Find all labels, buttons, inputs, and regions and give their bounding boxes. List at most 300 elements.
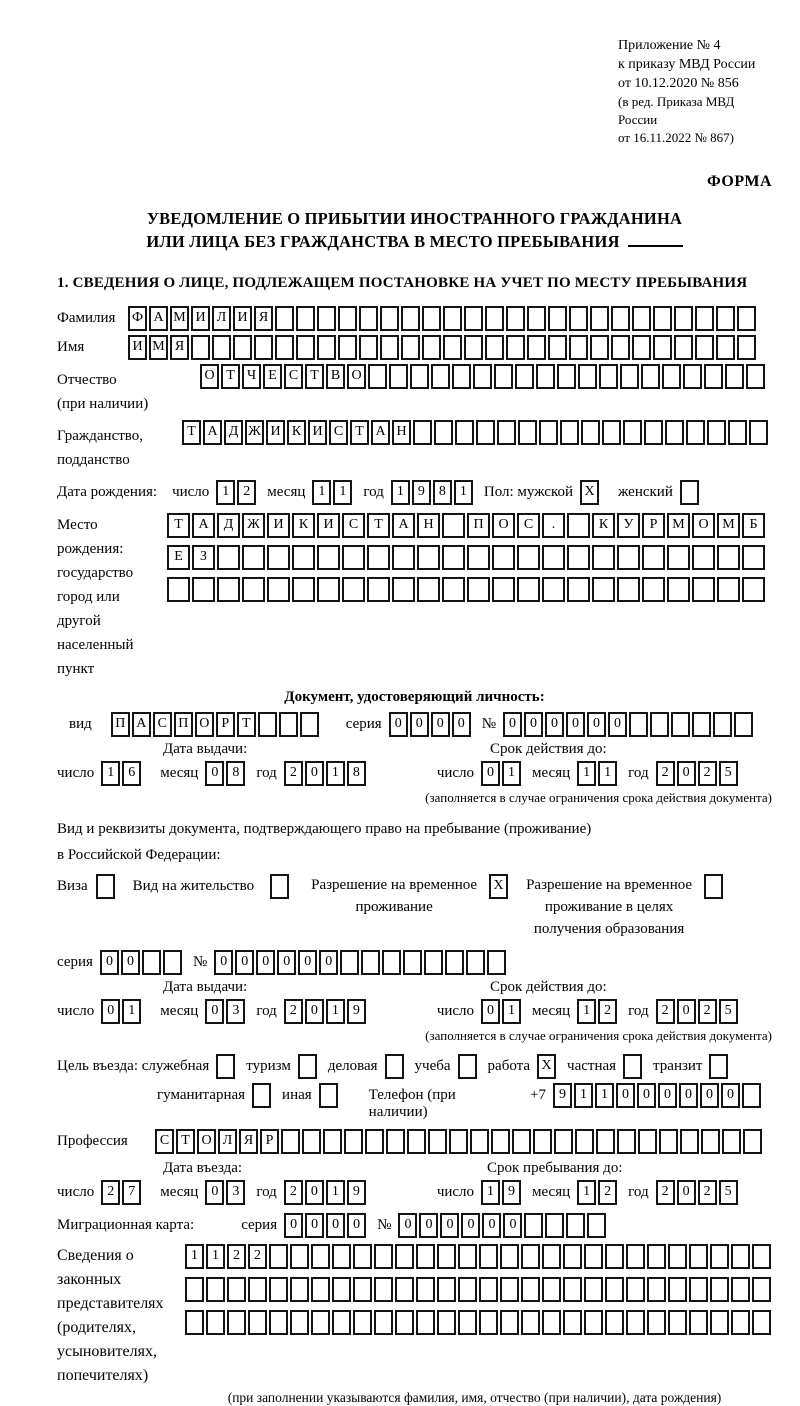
form-cell[interactable]: [592, 545, 615, 570]
form-cell[interactable]: 0: [677, 1180, 696, 1205]
form-cell[interactable]: [296, 306, 315, 331]
form-cell[interactable]: И: [308, 420, 327, 445]
form-cell[interactable]: [185, 1277, 204, 1302]
form-cell[interactable]: [323, 1129, 342, 1154]
form-cell[interactable]: 2: [656, 761, 675, 786]
form-cell[interactable]: 0: [305, 1180, 324, 1205]
form-cell[interactable]: 0: [326, 1213, 345, 1238]
form-cell[interactable]: [632, 306, 651, 331]
form-cell[interactable]: И: [267, 513, 290, 538]
form-cell[interactable]: [296, 335, 315, 360]
form-cell[interactable]: Д: [217, 513, 240, 538]
form-cell[interactable]: А: [149, 306, 168, 331]
form-cell[interactable]: [567, 577, 590, 602]
form-cell[interactable]: А: [192, 513, 215, 538]
form-cell[interactable]: 0: [100, 950, 119, 975]
form-cell[interactable]: [290, 1310, 309, 1335]
form-cell[interactable]: [734, 712, 753, 737]
form-cell[interactable]: 2: [656, 999, 675, 1024]
form-cell[interactable]: 7: [122, 1180, 141, 1205]
form-cell[interactable]: З: [192, 545, 215, 570]
form-cell[interactable]: 0: [482, 1213, 501, 1238]
form-cell[interactable]: 0: [419, 1213, 438, 1238]
form-cell[interactable]: [300, 712, 319, 737]
form-cell[interactable]: [479, 1244, 498, 1269]
form-cell[interactable]: 0: [256, 950, 275, 975]
form-cell[interactable]: [692, 577, 715, 602]
form-cell[interactable]: [227, 1310, 246, 1335]
form-cell[interactable]: 2: [101, 1180, 120, 1205]
form-cell[interactable]: [692, 712, 711, 737]
form-cell[interactable]: [437, 1277, 456, 1302]
form-cell[interactable]: 0: [305, 999, 324, 1024]
form-cell[interactable]: Ч: [242, 364, 261, 389]
form-cell[interactable]: 1: [206, 1244, 225, 1269]
form-cell[interactable]: [338, 306, 357, 331]
form-cell[interactable]: 2: [598, 1180, 617, 1205]
form-cell[interactable]: [542, 1277, 561, 1302]
form-cell[interactable]: [521, 1244, 540, 1269]
form-cell[interactable]: 0: [677, 761, 696, 786]
form-cell[interactable]: [626, 1244, 645, 1269]
form-cell[interactable]: [671, 712, 690, 737]
form-cell[interactable]: [431, 364, 450, 389]
form-cell[interactable]: [716, 335, 735, 360]
form-cell[interactable]: Д: [224, 420, 243, 445]
form-cell[interactable]: [401, 335, 420, 360]
form-cell[interactable]: М: [667, 513, 690, 538]
form-cell[interactable]: Е: [167, 545, 190, 570]
form-cell[interactable]: [332, 1277, 351, 1302]
form-cell[interactable]: 1: [185, 1244, 204, 1269]
form-cell[interactable]: Е: [263, 364, 282, 389]
form-cell[interactable]: [686, 420, 705, 445]
form-cell[interactable]: [548, 335, 567, 360]
form-cell[interactable]: [742, 577, 765, 602]
form-cell[interactable]: [560, 420, 579, 445]
form-cell[interactable]: [395, 1277, 414, 1302]
form-cell[interactable]: 5: [719, 761, 738, 786]
form-cell[interactable]: [722, 1129, 741, 1154]
form-cell[interactable]: 0: [481, 999, 500, 1024]
form-cell[interactable]: [743, 1129, 762, 1154]
form-cell[interactable]: [515, 364, 534, 389]
form-cell[interactable]: [458, 1054, 477, 1079]
form-cell[interactable]: [374, 1310, 393, 1335]
form-cell[interactable]: [216, 1054, 235, 1079]
form-cell[interactable]: [644, 420, 663, 445]
form-cell[interactable]: Ж: [245, 420, 264, 445]
form-cell[interactable]: [464, 306, 483, 331]
form-cell[interactable]: [746, 364, 765, 389]
form-cell[interactable]: [361, 950, 380, 975]
form-cell[interactable]: [192, 577, 215, 602]
form-cell[interactable]: В: [326, 364, 345, 389]
form-cell[interactable]: [689, 1277, 708, 1302]
form-cell[interactable]: [185, 1310, 204, 1335]
form-cell[interactable]: 0: [305, 1213, 324, 1238]
form-cell[interactable]: 8: [226, 761, 245, 786]
form-cell[interactable]: 0: [214, 950, 233, 975]
form-cell[interactable]: [443, 335, 462, 360]
form-cell[interactable]: [536, 364, 555, 389]
form-cell[interactable]: 0: [305, 761, 324, 786]
form-cell[interactable]: [617, 577, 640, 602]
form-cell[interactable]: [602, 420, 621, 445]
form-cell[interactable]: [242, 545, 265, 570]
form-cell[interactable]: [191, 335, 210, 360]
form-cell[interactable]: К: [287, 420, 306, 445]
form-cell[interactable]: [617, 1129, 636, 1154]
form-cell[interactable]: [659, 1129, 678, 1154]
form-cell[interactable]: [292, 545, 315, 570]
form-cell[interactable]: О: [197, 1129, 216, 1154]
form-cell[interactable]: [413, 420, 432, 445]
form-cell[interactable]: А: [371, 420, 390, 445]
form-cell[interactable]: [311, 1244, 330, 1269]
form-cell[interactable]: 1: [333, 480, 352, 505]
form-cell[interactable]: Л: [218, 1129, 237, 1154]
form-cell[interactable]: [578, 364, 597, 389]
form-cell[interactable]: [500, 1310, 519, 1335]
form-cell[interactable]: [668, 1310, 687, 1335]
form-cell[interactable]: [548, 306, 567, 331]
form-cell[interactable]: [533, 1129, 552, 1154]
form-cell[interactable]: 1: [326, 999, 345, 1024]
form-cell[interactable]: [500, 1244, 519, 1269]
form-cell[interactable]: [554, 1129, 573, 1154]
form-cell[interactable]: [422, 306, 441, 331]
form-cell[interactable]: [527, 306, 546, 331]
form-cell[interactable]: М: [717, 513, 740, 538]
form-cell[interactable]: 0: [121, 950, 140, 975]
form-cell[interactable]: [527, 335, 546, 360]
form-cell[interactable]: [338, 335, 357, 360]
form-cell[interactable]: 1: [502, 999, 521, 1024]
form-cell[interactable]: [466, 950, 485, 975]
form-cell[interactable]: [458, 1277, 477, 1302]
form-cell[interactable]: [566, 1213, 585, 1238]
form-cell[interactable]: [344, 1129, 363, 1154]
form-cell[interactable]: [642, 577, 665, 602]
form-cell[interactable]: [674, 335, 693, 360]
form-cell[interactable]: 0: [431, 712, 450, 737]
form-cell[interactable]: [653, 306, 672, 331]
form-cell[interactable]: [485, 335, 504, 360]
form-cell[interactable]: [506, 306, 525, 331]
form-cell[interactable]: Н: [392, 420, 411, 445]
form-cell[interactable]: 1: [595, 1083, 614, 1108]
form-cell[interactable]: О: [195, 712, 214, 737]
form-cell[interactable]: [563, 1277, 582, 1302]
form-cell[interactable]: [623, 420, 642, 445]
form-cell[interactable]: К: [592, 513, 615, 538]
form-cell[interactable]: [563, 1244, 582, 1269]
form-cell[interactable]: [407, 1129, 426, 1154]
form-cell[interactable]: 2: [284, 1180, 303, 1205]
form-cell[interactable]: 1: [326, 761, 345, 786]
form-cell[interactable]: [611, 306, 630, 331]
form-cell[interactable]: [279, 712, 298, 737]
form-cell[interactable]: [542, 545, 565, 570]
form-cell[interactable]: [374, 1277, 393, 1302]
form-cell[interactable]: К: [292, 513, 315, 538]
form-cell[interactable]: [445, 950, 464, 975]
form-cell[interactable]: [647, 1277, 666, 1302]
form-cell[interactable]: [317, 577, 340, 602]
form-cell[interactable]: А: [132, 712, 151, 737]
form-cell[interactable]: 1: [216, 480, 235, 505]
form-cell[interactable]: Я: [254, 306, 273, 331]
form-cell[interactable]: 3: [226, 999, 245, 1024]
form-cell[interactable]: [542, 577, 565, 602]
form-cell[interactable]: [695, 306, 714, 331]
form-cell[interactable]: [258, 712, 277, 737]
form-cell[interactable]: [437, 1244, 456, 1269]
form-cell[interactable]: 1: [502, 761, 521, 786]
form-cell[interactable]: Я: [239, 1129, 258, 1154]
form-cell[interactable]: [569, 335, 588, 360]
form-cell[interactable]: 0: [235, 950, 254, 975]
form-cell[interactable]: [467, 545, 490, 570]
form-cell[interactable]: [467, 577, 490, 602]
form-cell[interactable]: [521, 1277, 540, 1302]
form-cell[interactable]: 1: [312, 480, 331, 505]
form-cell[interactable]: О: [692, 513, 715, 538]
form-cell[interactable]: [542, 1310, 561, 1335]
form-cell[interactable]: [650, 712, 669, 737]
form-cell[interactable]: 0: [440, 1213, 459, 1238]
form-cell[interactable]: Т: [367, 513, 390, 538]
form-cell[interactable]: Р: [260, 1129, 279, 1154]
form-cell[interactable]: С: [517, 513, 540, 538]
form-cell[interactable]: [416, 1277, 435, 1302]
form-cell[interactable]: [485, 306, 504, 331]
form-cell[interactable]: [717, 545, 740, 570]
form-cell[interactable]: 2: [698, 1180, 717, 1205]
form-cell[interactable]: [581, 420, 600, 445]
form-cell[interactable]: [638, 1129, 657, 1154]
form-cell[interactable]: [374, 1244, 393, 1269]
form-cell[interactable]: П: [111, 712, 130, 737]
form-cell[interactable]: Ж: [242, 513, 265, 538]
form-cell[interactable]: 0: [389, 712, 408, 737]
form-cell[interactable]: И: [128, 335, 147, 360]
form-cell[interactable]: [749, 420, 768, 445]
form-cell[interactable]: [275, 306, 294, 331]
form-cell[interactable]: [380, 306, 399, 331]
form-cell[interactable]: [731, 1310, 750, 1335]
form-cell[interactable]: [458, 1310, 477, 1335]
form-cell[interactable]: [206, 1277, 225, 1302]
form-cell[interactable]: А: [392, 513, 415, 538]
form-cell[interactable]: [437, 1310, 456, 1335]
form-cell[interactable]: Ф: [128, 306, 147, 331]
form-cell[interactable]: [443, 306, 462, 331]
form-cell[interactable]: [290, 1244, 309, 1269]
form-cell[interactable]: Н: [417, 513, 440, 538]
form-cell[interactable]: [332, 1310, 351, 1335]
form-cell[interactable]: [641, 364, 660, 389]
form-cell[interactable]: [692, 545, 715, 570]
form-cell[interactable]: [596, 1129, 615, 1154]
form-cell[interactable]: [422, 335, 441, 360]
form-cell[interactable]: П: [174, 712, 193, 737]
form-cell[interactable]: [742, 545, 765, 570]
form-cell[interactable]: [267, 577, 290, 602]
form-cell[interactable]: 9: [412, 480, 431, 505]
form-cell[interactable]: [233, 335, 252, 360]
form-cell[interactable]: [392, 577, 415, 602]
form-cell[interactable]: [281, 1129, 300, 1154]
form-cell[interactable]: [386, 1129, 405, 1154]
form-cell[interactable]: [662, 364, 681, 389]
form-cell[interactable]: Р: [642, 513, 665, 538]
form-cell[interactable]: [389, 364, 408, 389]
form-cell[interactable]: [512, 1129, 531, 1154]
form-cell[interactable]: [569, 306, 588, 331]
form-cell[interactable]: [524, 1213, 543, 1238]
form-cell[interactable]: 1: [577, 1180, 596, 1205]
form-cell[interactable]: [252, 1083, 271, 1108]
form-cell[interactable]: 0: [503, 712, 522, 737]
form-cell[interactable]: 1: [481, 1180, 500, 1205]
form-cell[interactable]: Т: [167, 513, 190, 538]
form-cell[interactable]: 9: [553, 1083, 572, 1108]
form-cell[interactable]: [442, 577, 465, 602]
form-cell[interactable]: 1: [577, 999, 596, 1024]
form-cell[interactable]: [497, 420, 516, 445]
form-cell[interactable]: 1: [574, 1083, 593, 1108]
form-cell[interactable]: [605, 1277, 624, 1302]
form-cell[interactable]: [167, 577, 190, 602]
form-cell[interactable]: 6: [122, 761, 141, 786]
form-cell[interactable]: 0: [503, 1213, 522, 1238]
form-cell[interactable]: [742, 1083, 761, 1108]
form-cell[interactable]: [752, 1310, 771, 1335]
form-cell[interactable]: 8: [347, 761, 366, 786]
form-cell[interactable]: 0: [461, 1213, 480, 1238]
form-cell[interactable]: [392, 545, 415, 570]
form-cell[interactable]: [731, 1244, 750, 1269]
form-cell[interactable]: 0: [677, 999, 696, 1024]
form-cell[interactable]: Т: [176, 1129, 195, 1154]
form-cell[interactable]: [728, 420, 747, 445]
form-cell[interactable]: 2: [227, 1244, 246, 1269]
form-cell[interactable]: [479, 1310, 498, 1335]
form-cell[interactable]: Т: [237, 712, 256, 737]
form-cell[interactable]: [731, 1277, 750, 1302]
form-cell[interactable]: X: [580, 480, 599, 505]
form-cell[interactable]: [709, 1054, 728, 1079]
form-cell[interactable]: [464, 335, 483, 360]
form-cell[interactable]: П: [467, 513, 490, 538]
form-cell[interactable]: [517, 545, 540, 570]
form-cell[interactable]: [680, 480, 699, 505]
form-cell[interactable]: [710, 1310, 729, 1335]
form-cell[interactable]: [382, 950, 401, 975]
form-cell[interactable]: [492, 545, 515, 570]
form-cell[interactable]: [248, 1310, 267, 1335]
form-cell[interactable]: [96, 874, 115, 899]
form-cell[interactable]: Т: [221, 364, 240, 389]
form-cell[interactable]: [605, 1244, 624, 1269]
form-cell[interactable]: 0: [658, 1083, 677, 1108]
form-cell[interactable]: [359, 335, 378, 360]
form-cell[interactable]: [367, 545, 390, 570]
form-cell[interactable]: [701, 1129, 720, 1154]
form-cell[interactable]: [632, 335, 651, 360]
form-cell[interactable]: [269, 1244, 288, 1269]
form-cell[interactable]: [521, 1310, 540, 1335]
form-cell[interactable]: 0: [608, 712, 627, 737]
form-cell[interactable]: С: [155, 1129, 174, 1154]
form-cell[interactable]: 0: [524, 712, 543, 737]
form-cell[interactable]: 0: [566, 712, 585, 737]
form-cell[interactable]: 0: [481, 761, 500, 786]
form-cell[interactable]: [434, 420, 453, 445]
form-cell[interactable]: [290, 1277, 309, 1302]
form-cell[interactable]: [539, 420, 558, 445]
form-cell[interactable]: [611, 335, 630, 360]
form-cell[interactable]: [584, 1244, 603, 1269]
form-cell[interactable]: [410, 364, 429, 389]
form-cell[interactable]: [587, 1213, 606, 1238]
form-cell[interactable]: 0: [319, 950, 338, 975]
form-cell[interactable]: [302, 1129, 321, 1154]
form-cell[interactable]: 0: [205, 1180, 224, 1205]
form-cell[interactable]: [298, 1054, 317, 1079]
form-cell[interactable]: [557, 364, 576, 389]
form-cell[interactable]: 1: [454, 480, 473, 505]
form-cell[interactable]: 2: [598, 999, 617, 1024]
form-cell[interactable]: 2: [284, 761, 303, 786]
form-cell[interactable]: [710, 1277, 729, 1302]
form-cell[interactable]: У: [617, 513, 640, 538]
form-cell[interactable]: [353, 1244, 372, 1269]
form-cell[interactable]: [368, 364, 387, 389]
form-cell[interactable]: [683, 364, 702, 389]
form-cell[interactable]: 1: [101, 761, 120, 786]
form-cell[interactable]: X: [489, 874, 508, 899]
form-cell[interactable]: [458, 1244, 477, 1269]
form-cell[interactable]: [455, 420, 474, 445]
form-cell[interactable]: 2: [248, 1244, 267, 1269]
form-cell[interactable]: О: [347, 364, 366, 389]
form-cell[interactable]: 2: [698, 999, 717, 1024]
form-cell[interactable]: С: [329, 420, 348, 445]
form-cell[interactable]: [717, 577, 740, 602]
form-cell[interactable]: [269, 1277, 288, 1302]
form-cell[interactable]: 2: [284, 999, 303, 1024]
form-cell[interactable]: [417, 545, 440, 570]
form-cell[interactable]: [629, 712, 648, 737]
form-cell[interactable]: М: [170, 306, 189, 331]
form-cell[interactable]: [380, 335, 399, 360]
form-cell[interactable]: [353, 1310, 372, 1335]
form-cell[interactable]: [674, 306, 693, 331]
form-cell[interactable]: Т: [182, 420, 201, 445]
form-cell[interactable]: [563, 1310, 582, 1335]
form-cell[interactable]: [545, 1213, 564, 1238]
form-cell[interactable]: 8: [433, 480, 452, 505]
form-cell[interactable]: [275, 335, 294, 360]
form-cell[interactable]: [359, 306, 378, 331]
form-cell[interactable]: 1: [122, 999, 141, 1024]
form-cell[interactable]: [416, 1244, 435, 1269]
form-cell[interactable]: Р: [216, 712, 235, 737]
form-cell[interactable]: [317, 545, 340, 570]
